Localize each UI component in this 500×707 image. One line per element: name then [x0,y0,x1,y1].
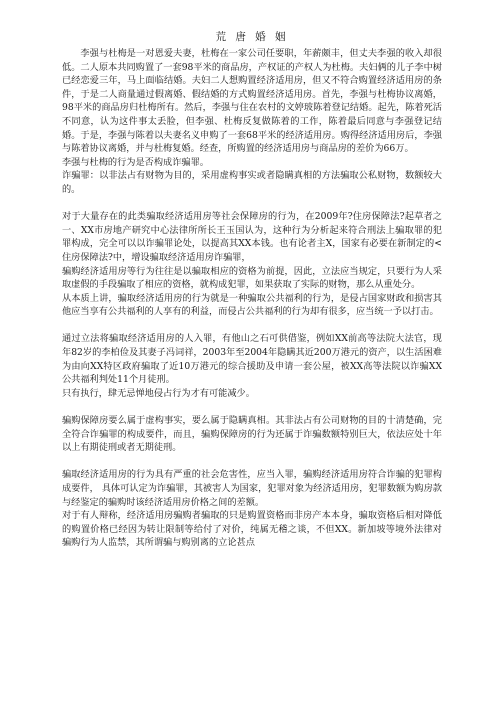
document-title: 荒 唐 婚 姻 [215,31,289,43]
spacer [62,400,442,414]
body-paragraph: 通过立法将骗取经济适用房的人入罪，有他山之石可供借鉴，例如XX前高等法院大法官，现年82岁的李柏俭及其妻子冯词祥，2003年至2004年隐瞒其近200万港元的资产，以生活困难为由向XX特区政府骗取了近10万港元的综合援助及申请一套公屋，被XX高等法院以诈骗XX公共福利判处11个月徒刑。 [62,333,442,386]
spacer [62,455,442,469]
body-paragraph: 对于大量存在的此类骗取经济适用房等社会保障房的行为，在2009年?住房保障法?起草者之一、XX市房地产研究中心法律所所长王玉国认为，这种行为分析起来符合刑法上骗取罪的犯罪构成，完全可以以诈骗罪论处，以提高其XX本钱。也有论者主X，国家有必要在新制定的<住房保障法?中，增设骗取经济适用房诈骗罪， [62,211,442,263]
body-paragraph: 骗取经济适用房的行为具有严重的社会危害性，应当入罪，骗购经济适用房符合诈骗的犯罪构成要件， 具体可认定为诈骗罪，其被害人为国家，犯罪对象为经济适用房，犯罪数额为购房款与经鉴定的骗购时该经济适用房价格之间的差额。 [62,469,442,508]
spacer [62,197,442,211]
body-paragraph: 骗购保障房要么属于虚构事实，要么属于隐瞒真相。其非法占有公司财物的目的十清楚确，完全符合诈骗罪的构成要件，而且，骗购保障房的行为还属于诈骗数额特别巨大，依法应处十年以上有期徒刑或者无期徒刑。 [62,415,442,454]
body-paragraph: 从本质上讲，骗取经济适用房的行为就是一种骗取公共福利的行为，是侵占国家财政和损害其他应当享有公共福利的人享有的利益，而侵占公共福利的行为却有很多，应当统一予以打击。 [62,292,442,318]
body-paragraph: 只有执行，肆无忌惮地侵占行为才有可能减少。 [62,387,255,399]
question-line: 李强与杜梅的行为是否构成诈骗罪。 [62,156,209,168]
body-paragraph: 骗购经济适用房等行为往往是以骗取相应的资格为前提，因此，立法应当规定，只要行为人采取虚假的手段骗取了相应的资格，就构成犯罪，如果获取了实际的财物，那么从重处分。 [62,265,442,291]
fraud-definition: 诈骗罪：以非法占有财物为目的，采用虚构事实或者隐瞒真相的方法骗取公私财物，数额较大的。 [62,170,442,195]
spacer [62,319,442,333]
case-paragraph: 李强与杜梅是一对恩爱夫妻，杜梅在一家公司任要职，年薪颇丰，但丈夫李强的收入却很低。二人原本共同购置了一套98平米的商品房，产权证的产权人为杜梅。夫妇俩的儿子李中树已经恋爱三年，马上面临结婚。夫妇二人想购置经济适用房，但又不符合购置经济适用房的条件，于是二人商量通过假离婚、假结婚的方式购置经济适用房。首先，李强与杜梅协议离婚，98平米的商品房归杜梅所有。然后，李强与住在农村的文婷玻陈着登记结婚。起先，陈着死活不同意，认为这件事太丢脸，但李强、杜梅反复做陈着的工作，陈着最后同意与李强登记结婚。于是，李强与陈着以夫妻名义申购了一套68平米的经济适用房。购得经济适用房后，李强与陈着协议离婚，并与杜梅复婚。经查，所购置的经济适用房与商品房的差价为66万。 [62,48,442,155]
body-paragraph: 对于有人辩称，经济适用房骗购者骗取的只是购置资格而非房产本本身，骗取资格后相对降低的购置价格已经因为转让限制等给付了对价，纯属无稽之谈，不但XX。新加坡等境外法律对骗购行为人监禁，其所谓骗与购别离的立论甚点 [62,510,442,549]
